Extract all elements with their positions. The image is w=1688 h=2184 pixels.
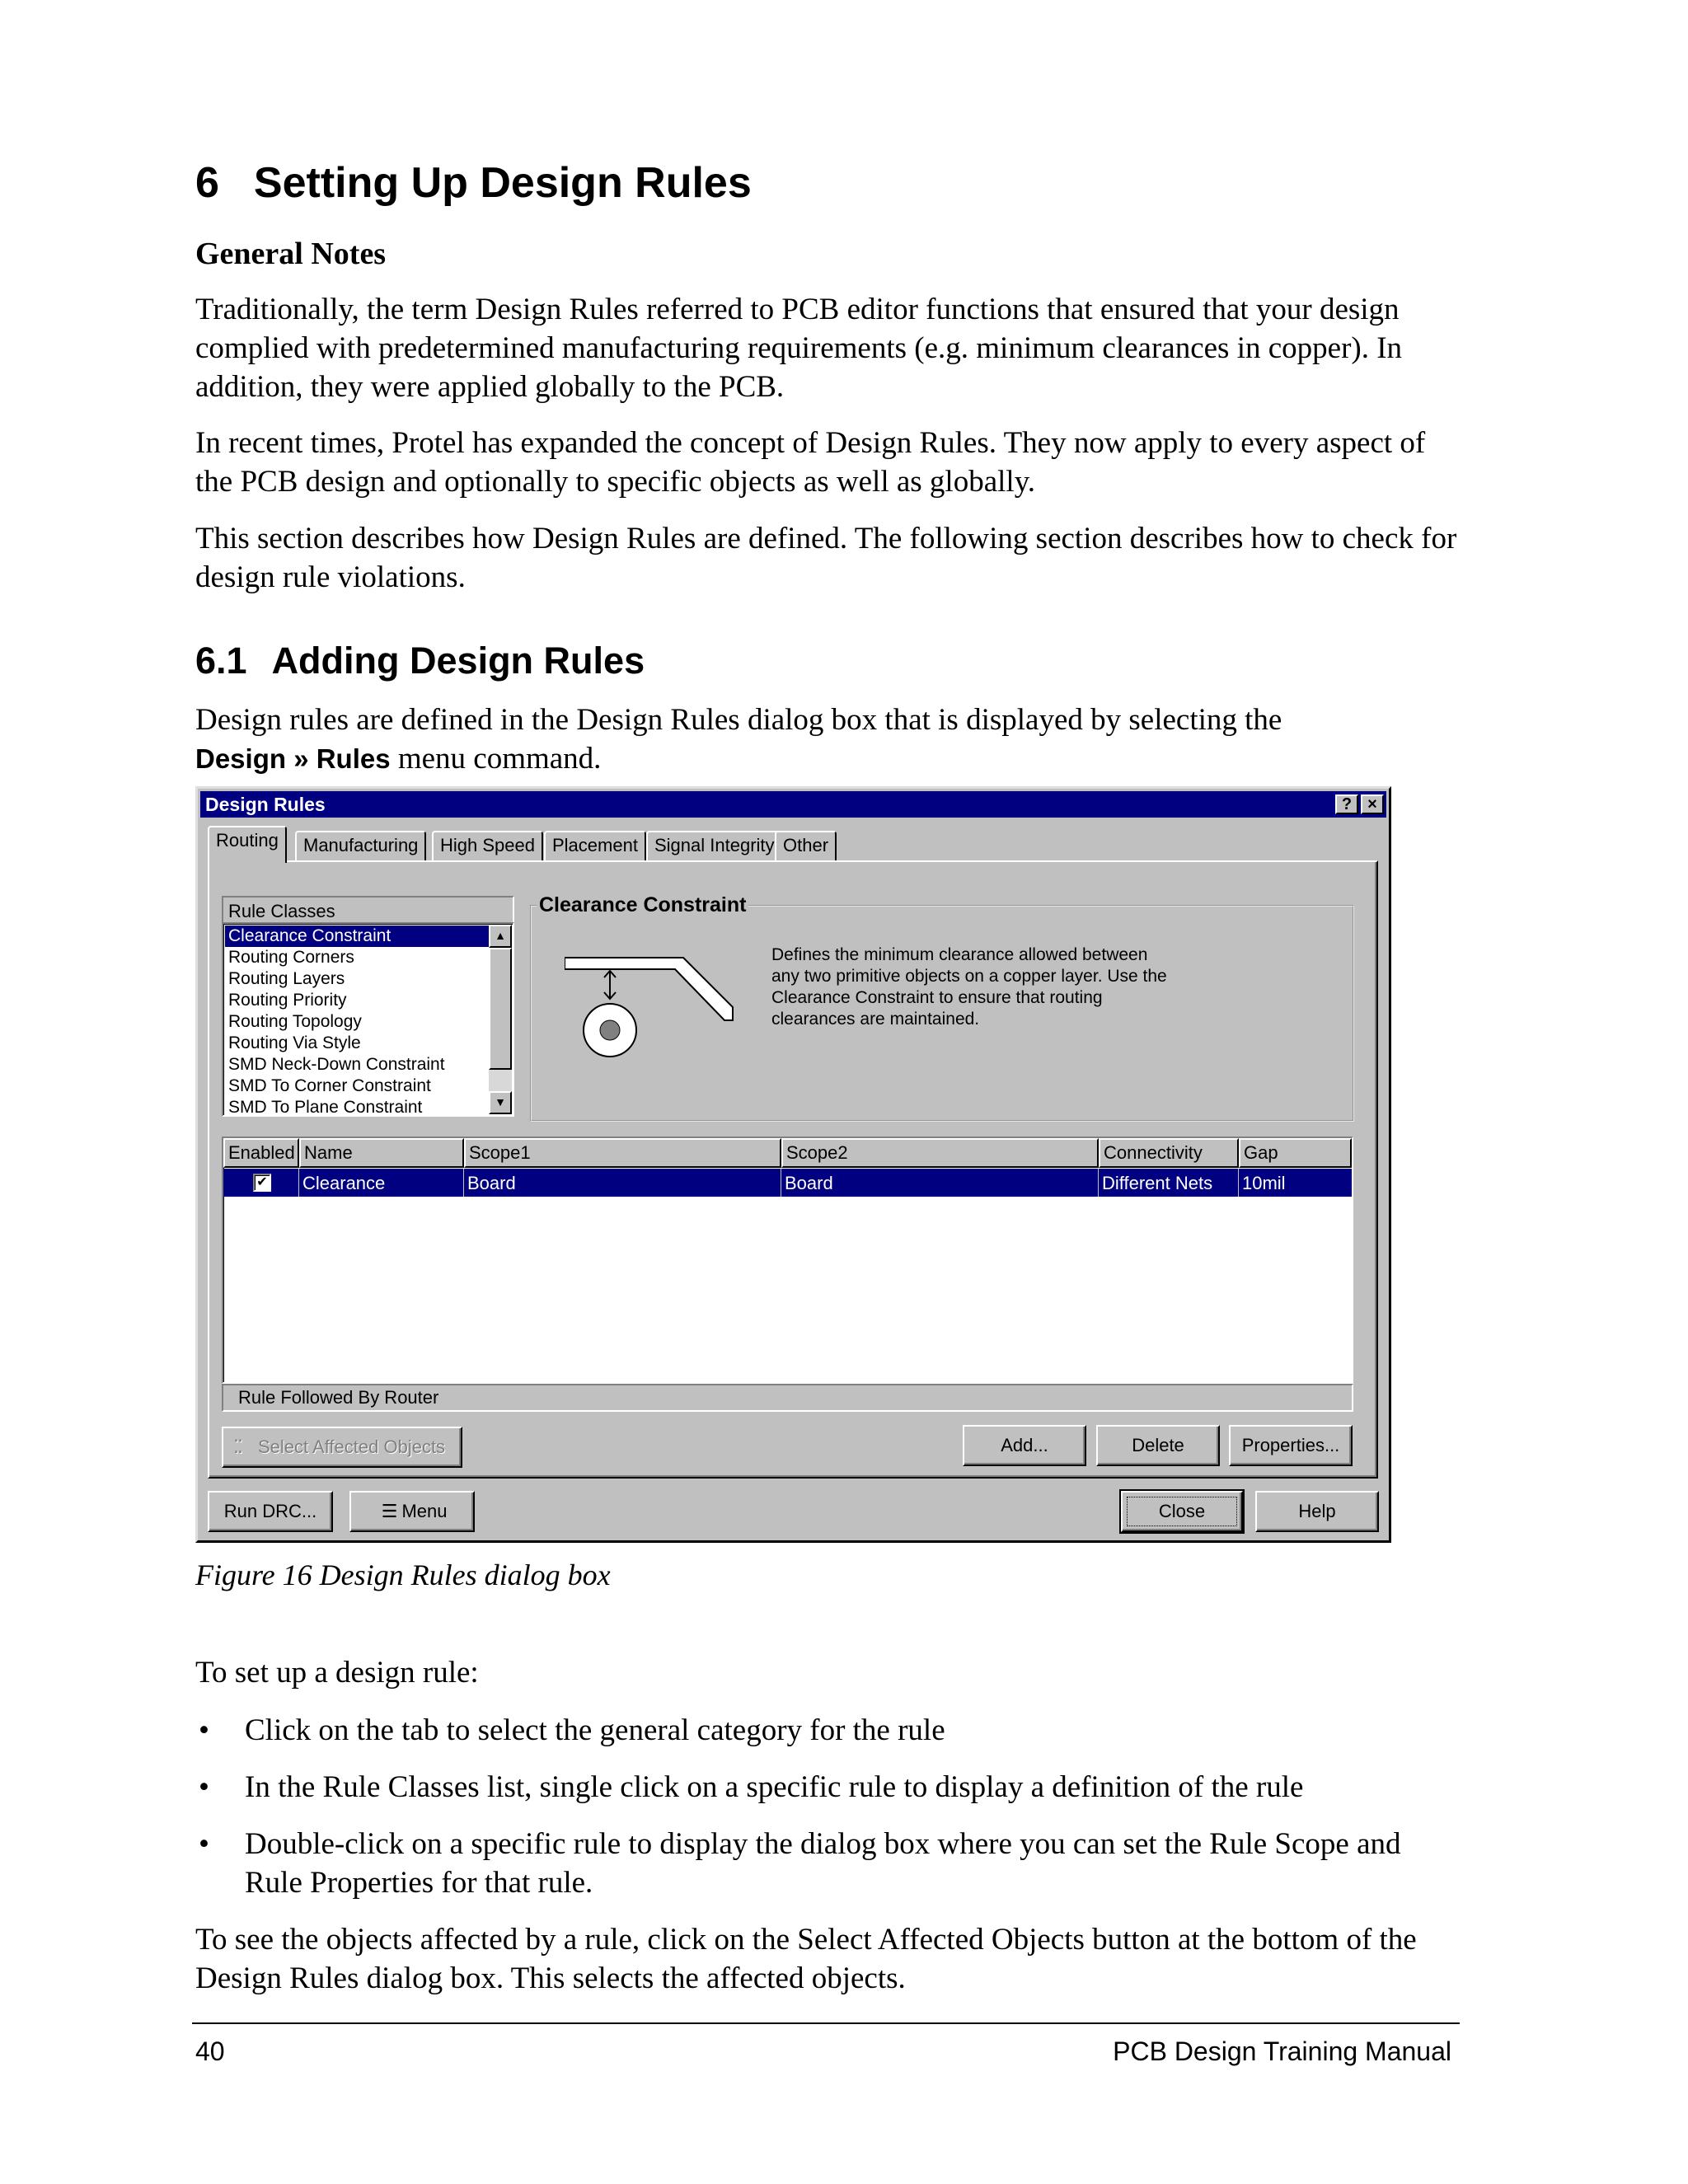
section-title: Adding Design Rules [271,640,645,682]
tab-signal-integrity[interactable]: Signal Integrity [646,831,783,860]
scroll-up-icon[interactable]: ▲ [489,925,512,948]
list-item[interactable]: Routing Layers [228,969,345,988]
menu-command: Design » Rules [195,743,391,774]
closing-paragraph: To see the objects affected by a rule, click on the Select Affected Objects button at the bottom of the Design Rules dialog box. This selects the affected objects. [195,1923,1417,1995]
list-item[interactable]: Routing Via Style [228,1033,361,1052]
row-gap: 10mil [1242,1173,1286,1193]
column-header-scope1[interactable]: Scope1 [464,1138,781,1168]
help-button[interactable]: Help [1255,1491,1379,1532]
run-drc-button[interactable]: Run DRC... [208,1491,333,1532]
section-intro [195,701,1465,778]
menu-list-icon: ☰ [381,1501,398,1521]
add-rule-button[interactable]: Add... [963,1425,1086,1466]
column-header-scope2[interactable]: Scope2 [781,1138,1099,1168]
list-item: • Double-click on a specific rule to display the dialog box where you can set the Rule Scope and Rule Properties for that rule. [195,1825,1465,1902]
dialog-title: Design Rules [205,794,326,815]
scroll-down-icon[interactable]: ▼ [489,1091,512,1114]
rule-followed-by-router: Rule Followed By Router [238,1387,439,1408]
list-item: • Click on the tab to select the general category for the rule [195,1711,1465,1750]
properties-button[interactable]: Properties... [1229,1425,1353,1466]
close-button[interactable] [1121,1491,1243,1532]
tab-high-speed[interactable]: High Speed [432,831,543,860]
general-notes-paragraph-1: Traditionally, the term Design Rules referred to PCB editor functions that ensured that your design complied with predetermined manufacturing requirements (e.g. minimum clearances in copper). In addition, they were applied globally to the PCB. [195,293,1403,404]
rules-table [222,1137,1353,1384]
tab-panel-routing [208,860,1378,1479]
column-header-gap[interactable]: Gap [1239,1138,1352,1168]
select-affected-icon: ⁚⁚ [233,1436,241,1457]
tab-other[interactable]: Other [775,831,837,860]
section-heading [195,638,645,684]
clearance-description-group [530,893,1354,1122]
list-item[interactable]: SMD To Plane Constraint [228,1098,423,1117]
enabled-checkbox[interactable]: ✔ [253,1174,271,1192]
page-number: 40 [195,2036,225,2066]
list-item[interactable]: Routing Topology [228,1012,362,1031]
list-item[interactable]: Clearance Constraint [225,926,489,947]
dialog-titlebar [200,791,1386,818]
list-item[interactable]: Routing Corners [228,948,354,967]
tab-manufacturing[interactable]: Manufacturing [295,831,426,860]
column-header-connectivity[interactable]: Connectivity [1099,1138,1239,1168]
list-item[interactable]: SMD Neck-Down Constraint [228,1055,445,1074]
footer-divider [192,2022,1460,2024]
table-footer [222,1384,1353,1412]
close-button-label: Close [1158,1501,1206,1521]
row-connectivity: Different Nets [1102,1173,1213,1193]
column-header-enabled[interactable]: Enabled [223,1138,299,1168]
menu-button-label: Menu [401,1501,448,1521]
description-title: Clearance Constraint [537,893,748,916]
rule-classes-list[interactable] [222,922,514,1117]
tab-routing[interactable]: Routing [208,826,287,863]
list-item[interactable]: SMD To Corner Constraint [228,1076,431,1095]
general-notes-paragraph-3: This section describes how Design Rules are defined. The following section describes how to check for design rule violations. [195,522,1457,594]
row-scope1: Board [467,1173,516,1193]
select-affected-objects-button[interactable] [222,1427,462,1468]
section-number: 6.1 [195,640,247,682]
delete-rule-button[interactable]: Delete [1096,1425,1220,1466]
chapter-title: Setting Up Design Rules [253,159,752,207]
manual-title: PCB Design Training Manual [1113,2036,1451,2066]
design-rules-dialog [195,786,1391,1543]
steps-list [195,1711,1465,1920]
figure-caption: Figure 16 Design Rules dialog box [195,1558,611,1591]
close-icon[interactable]: × [1361,794,1384,814]
rule-classes-scrollbar[interactable] [489,925,512,1114]
rule-classes-label: Rule Classes [222,896,514,924]
chapter-heading [195,157,752,209]
general-notes-paragraph-2: In recent times, Protel has expanded the concept of Design Rules. They now apply to every aspect of the PCB design and optionally to specific objects as well as globally. [195,426,1426,499]
select-affected-label: Select Affected Objects [258,1436,446,1457]
list-item[interactable]: Routing Priority [228,991,347,1010]
help-icon[interactable]: ? [1335,794,1358,814]
description-text: Defines the minimum clearance allowed between any two primitive objects on a copper layer. Use the Clearance Constraint to ensure that routing clearances are maintained. [771,945,1167,1029]
list-item: • In the Rule Classes list, single click on a specific rule to display a definition of the rule [195,1768,1465,1807]
menu-button[interactable] [349,1491,475,1532]
clearance-diagram-icon [565,948,738,1071]
section-intro-text: Design rules are defined in the Design Rules dialog box that is displayed by selecting the [195,703,1282,737]
steps-intro: To set up a design rule: [195,1656,479,1690]
row-scope2: Board [785,1173,833,1193]
scroll-thumb[interactable] [489,948,512,1070]
row-name: Clearance [302,1173,386,1193]
general-notes-heading: General Notes [195,237,387,271]
section-intro-tail: menu command. [390,742,602,776]
tab-placement[interactable]: Placement [544,831,646,860]
chapter-number: 6 [195,159,219,207]
column-header-name[interactable]: Name [299,1138,464,1168]
